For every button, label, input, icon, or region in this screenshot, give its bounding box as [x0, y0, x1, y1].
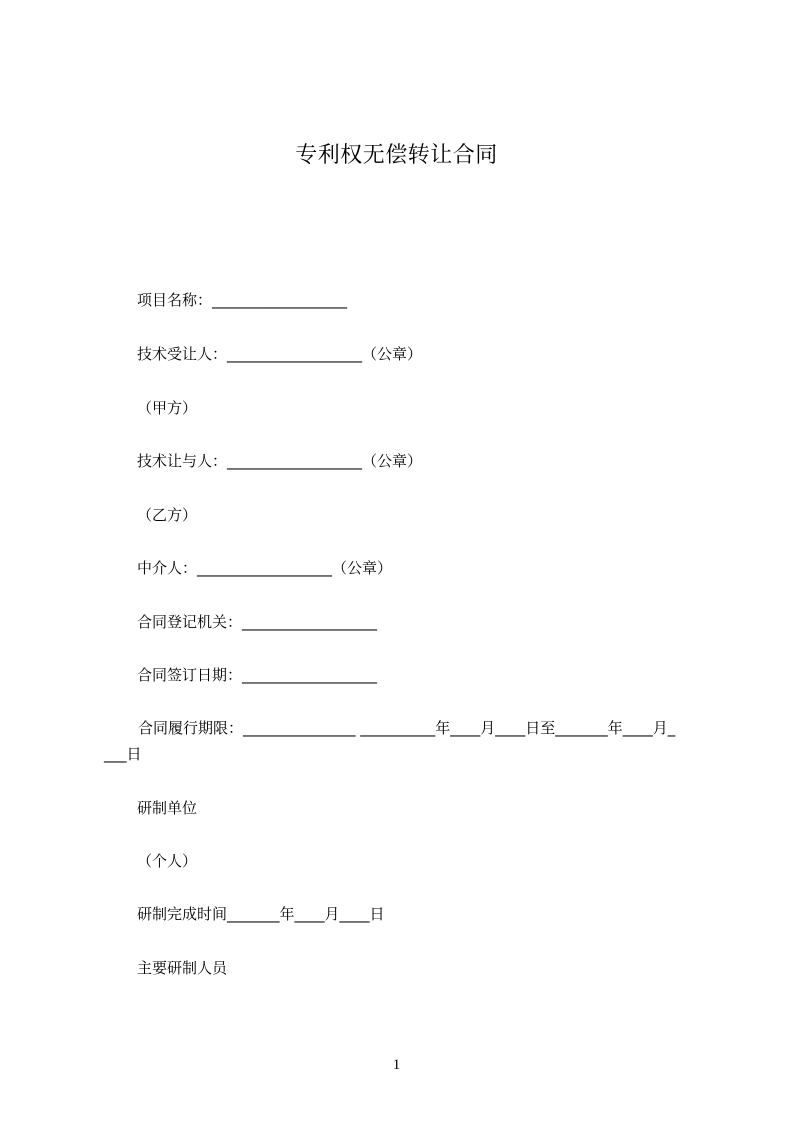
- registration-authority-line: 合同登记机关：__________________: [137, 613, 378, 631]
- transferee-line: 技术受让人：__________________（公章）: [137, 345, 423, 363]
- transferor-line: 技术让与人：__________________（公章）: [137, 452, 423, 470]
- intermediary-line: 中介人：__________________（公章）: [137, 559, 393, 577]
- individual-line: （个人）: [137, 852, 198, 870]
- party-a-line: （甲方）: [137, 399, 198, 417]
- completion-time-line: 研制完成时间_______年____月____日: [137, 905, 385, 923]
- page-number: 1: [392, 1057, 401, 1073]
- document-title: 专利权无偿转让合同: [295, 143, 498, 168]
- party-b-line: （乙方）: [137, 506, 198, 524]
- project-name-line: 项目名称：__________________: [137, 291, 348, 309]
- performance-period-line: 合同履行期限：_______________ __________年____月____日至_______年____月_: [138, 719, 676, 737]
- signing-date-line: 合同签订日期：__________________: [137, 666, 378, 684]
- performance-period-continuation: ___日: [104, 745, 142, 763]
- development-unit-line: 研制单位: [137, 799, 198, 817]
- main-developers-line: 主要研制人员: [137, 959, 228, 977]
